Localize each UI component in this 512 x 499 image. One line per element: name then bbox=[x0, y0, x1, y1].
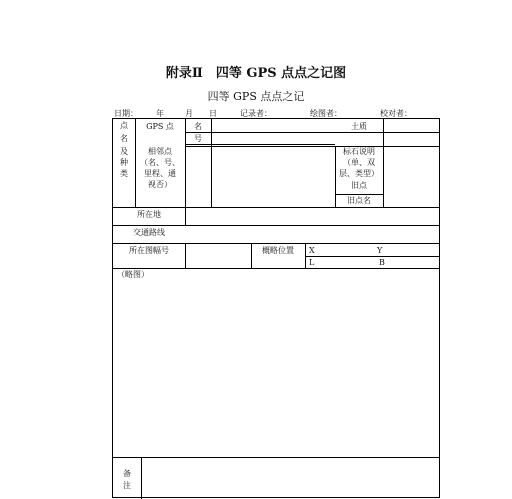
recorder-label: 记录者： bbox=[240, 109, 272, 118]
form-subtitle: 四等 GPS 点点之记 bbox=[207, 90, 305, 103]
row-line bbox=[185, 146, 439, 147]
row-line bbox=[185, 132, 439, 133]
neighbor-label: （名、号、 bbox=[140, 158, 180, 167]
drawer-label: 绘图者： bbox=[310, 109, 342, 118]
x-coordinate-label: X bbox=[309, 246, 315, 255]
category-char: 名 bbox=[120, 134, 128, 143]
remarks-label: 备 bbox=[123, 469, 131, 478]
row-line bbox=[185, 144, 335, 145]
col-line bbox=[305, 243, 306, 268]
map-sheet-label: 所在图幅号 bbox=[129, 246, 169, 255]
row-line bbox=[113, 225, 439, 226]
month-label: 月 bbox=[185, 109, 193, 118]
marker-desc-label: 标石说明 bbox=[343, 147, 375, 156]
remarks-label: 注 bbox=[123, 481, 131, 490]
marker-desc-label: 旧点 bbox=[351, 181, 367, 190]
number-label: 号 bbox=[194, 134, 202, 143]
soil-label: 土质 bbox=[351, 122, 367, 131]
name-label: 名 bbox=[194, 122, 202, 131]
neighbor-label: 相邻点 bbox=[148, 147, 172, 156]
row-line bbox=[113, 457, 439, 458]
category-char: 点 bbox=[120, 121, 128, 130]
row-line bbox=[113, 268, 439, 269]
row-line bbox=[305, 256, 439, 257]
col-line bbox=[141, 457, 142, 499]
col-line bbox=[383, 119, 384, 207]
y-coordinate-label: Y bbox=[377, 246, 383, 255]
day-label: 日 bbox=[209, 109, 217, 118]
marker-desc-label: （单、双 bbox=[343, 158, 375, 167]
page-title: 附录Ⅱ 四等 GPS 点点之记图 bbox=[165, 66, 347, 81]
traffic-route-label: 交通路线 bbox=[133, 228, 165, 237]
category-char: 类 bbox=[120, 169, 128, 178]
approx-position-label: 概略位置 bbox=[262, 246, 294, 255]
date-label: 日期： bbox=[114, 109, 138, 118]
neighbor-label: 视否） bbox=[148, 180, 172, 189]
gps-point-label: GPS 点 bbox=[146, 122, 174, 131]
marker-desc-label: 层、类型） bbox=[339, 169, 379, 178]
gps-record-form bbox=[112, 118, 440, 498]
col-line bbox=[185, 243, 186, 268]
category-char: 及 bbox=[120, 147, 128, 156]
b-coordinate-label: B bbox=[379, 258, 385, 267]
sketch-label: （略图） bbox=[117, 270, 149, 279]
col-line bbox=[211, 119, 212, 207]
row-line bbox=[113, 243, 439, 244]
l-coordinate-label: L bbox=[309, 258, 315, 267]
row-line bbox=[113, 207, 439, 208]
location-label: 所在地 bbox=[137, 210, 161, 219]
year-label: 年 bbox=[156, 109, 164, 118]
neighbor-label: 里程、通 bbox=[144, 169, 176, 178]
checker-label: 校对者： bbox=[380, 109, 412, 118]
category-char: 种 bbox=[120, 158, 128, 167]
old-point-name-label: 旧点名 bbox=[347, 196, 371, 205]
